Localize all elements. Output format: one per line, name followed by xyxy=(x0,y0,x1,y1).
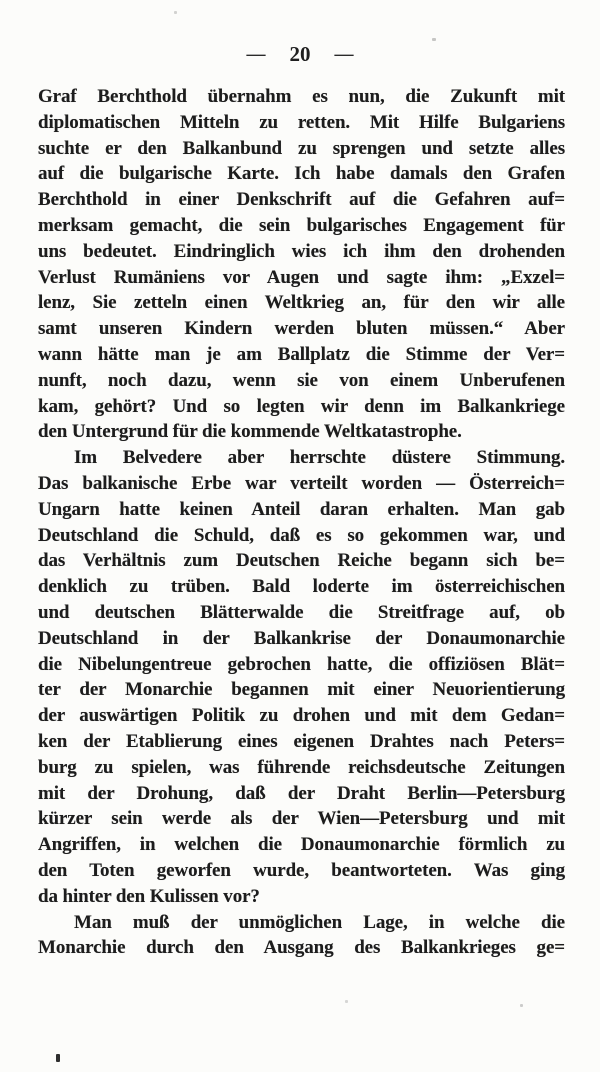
text-line: lenz, Sie zetteln einen Weltkrieg an, für den wir alle xyxy=(38,292,565,314)
text-line: Im Belvedere aber herrschte düstere Stimmung. xyxy=(74,447,565,469)
text-line: das Verhältnis zum Deutschen Reiche begann sich be= xyxy=(38,550,565,572)
page-header xyxy=(0,42,600,67)
text-line: Graf Berchthold übernahm es nun, die Zukunft mit xyxy=(38,86,565,107)
text-line: merksam gemacht, die sein bulgarisches Engagement für xyxy=(38,214,565,236)
text-line: suchte er den Balkanbund zu sprengen und setzte alles xyxy=(38,137,565,159)
text-line: Monarchie durch den Ausgang des Balkankrieges ge= xyxy=(38,937,565,959)
text-line: da hinter den Kulissen vor? xyxy=(38,885,260,907)
text-line: uns bedeutet. Eindringlich wies ich ihm den drohenden xyxy=(38,240,565,262)
text-line: wann hätte man je am Ballplatz die Stimme der Ver= xyxy=(38,343,565,365)
text-line: Verlust Rumäniens vor Augen und sagte ihm: „Exzel= xyxy=(38,266,565,288)
scan-speck xyxy=(56,1054,60,1062)
text-line: die Nibelungentreue gebrochen hatte, die offiziösen Blät= xyxy=(38,653,565,675)
text-line: denklich zu trüben. Bald loderte im österreichischen xyxy=(38,576,565,598)
text-line: Angriffen, in welchen die Donaumonarchie förmlich zu xyxy=(38,834,565,856)
header-dash-right: — xyxy=(334,43,354,65)
scan-speck xyxy=(174,11,177,14)
text-line: mit der Drohung, daß der Draht Berlin—Petersburg xyxy=(38,782,565,804)
text-line: Man muß der unmöglichen Lage, in welche die xyxy=(74,911,565,933)
text-line: diplomatischen Mitteln zu retten. Mit Hilfe Bulgariens xyxy=(38,111,565,133)
text-line: und deutschen Blätterwalde die Streitfrage auf, ob xyxy=(38,601,565,623)
text-line: Deutschland in der Balkankrise der Donaumonarchie xyxy=(38,627,565,649)
page-number: 20 xyxy=(289,42,311,66)
text-line: Deutschland die Schuld, daß es so gekommen war, und xyxy=(38,524,565,546)
text-line: ter der Monarchie begannen mit einer Neuorientierung xyxy=(38,679,565,701)
text-line: kürzer sein werde als der Wien—Petersburg und mit xyxy=(38,808,565,830)
text-line: der auswärtigen Politik zu drohen und mit dem Gedan= xyxy=(38,705,565,727)
text-line: auf die bulgarische Karte. Ich habe damals den Grafen xyxy=(38,163,565,185)
scan-speck xyxy=(520,1004,523,1007)
text-line: burg zu spielen, was führende reichsdeutsche Zeitungen xyxy=(38,756,565,778)
text-line: kam, gehört? Und so legten wir denn im Balkankriege xyxy=(38,395,565,417)
text-line: ken der Etablierung eines eigenen Drahtes nach Peters= xyxy=(38,730,565,752)
text-line: samt unseren Kindern werden bluten müssen.“ Aber xyxy=(38,318,565,340)
text-line: nunft, noch dazu, wenn sie von einem Unberufenen xyxy=(38,369,565,391)
text-line: den Untergrund für die kommende Weltkatastrophe. xyxy=(38,421,462,443)
header-dash-left: — xyxy=(246,43,266,65)
text-line: den Toten geworfen wurde, beantworteten. Was ging xyxy=(38,859,565,881)
scan-speck xyxy=(345,1000,348,1003)
body-text xyxy=(38,84,565,961)
text-line: Ungarn hatte keinen Anteil daran erhalten. Man gab xyxy=(38,498,565,520)
text-line: Das balkanische Erbe war verteilt worden — Österreich= xyxy=(38,472,565,494)
text-line: Berchthold in einer Denkschrift auf die Gefahren auf= xyxy=(38,189,565,211)
scan-speck xyxy=(432,38,436,41)
